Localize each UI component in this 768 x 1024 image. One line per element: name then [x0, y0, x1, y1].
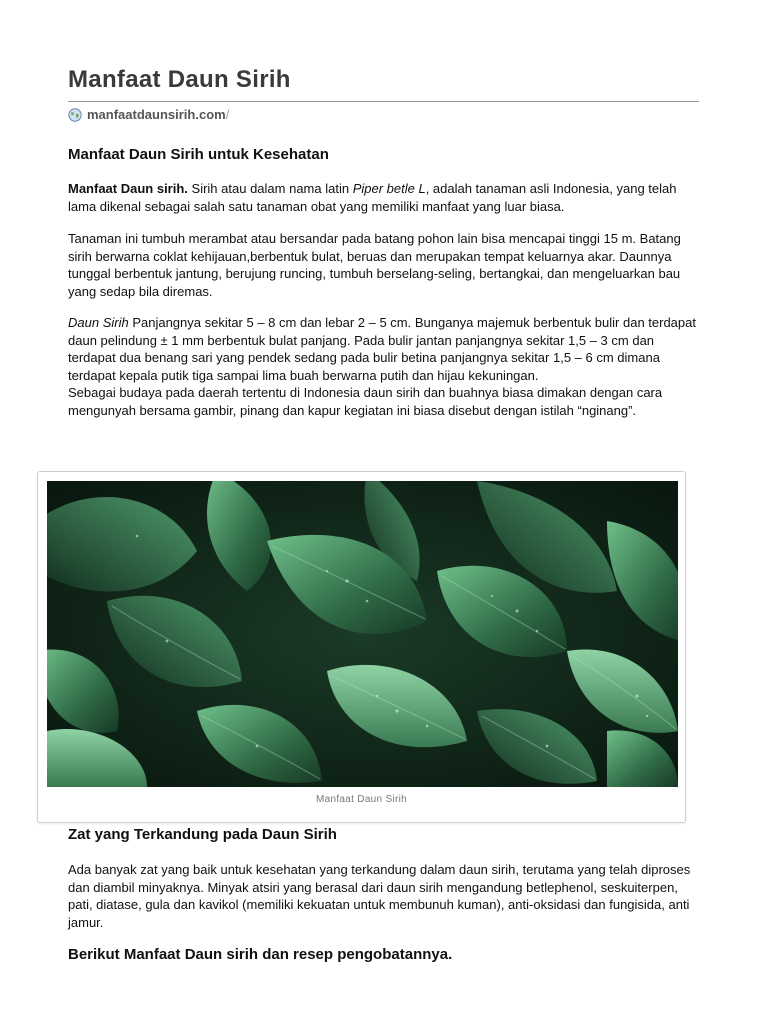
paragraph-leaf-size: [68, 314, 699, 420]
section-heading-benefits: Berikut Manfaat Daun sirih dan resep pengobatannya.: [68, 946, 453, 963]
leaf-size-lead: Daun Sirih: [68, 315, 129, 330]
source-line: [68, 107, 229, 122]
intro-text-a: Sirih atau dalam nama latin: [187, 181, 353, 196]
globe-icon: [68, 108, 82, 122]
photo-caption: Manfaat Daun Sirih: [315, 794, 407, 805]
photo-figure: [37, 471, 686, 823]
section-heading-health: Manfaat Daun Sirih untuk Kesehatan: [68, 146, 329, 163]
latin-name: Piper betle L: [352, 181, 426, 196]
paragraph-plant-description: Tanaman ini tumbuh merambat atau bersandar pada batang pohon lain bisa mencapai tinggi 15 m. Batang sirih berwarna coklat kehijauan,berbentuk bulat, beruas dan merupakan tempat keluarnya akar. Daunnya tunggal berbentuk jantung, berujung runcing, tumbuh berselang-seling, bertangkai, dan mengeluarkan bau yang sedap bila diremas.: [68, 231, 681, 299]
paragraph-intro: [68, 180, 699, 215]
intro-lead: Manfaat Daun sirih.: [68, 181, 188, 196]
paragraph-substances: Ada banyak zat yang baik untuk kesehatan yang terkandung dalam daun sirih, terutama yang telah diproses dan diambil minyaknya. Minyak atsiri yang berasal dari daun sirih mengandung betlephenol, seskuiterpen, pati, diatase, gula dan kavikol (memiliki kekuatan untuk membunuh kuman), anti-oksidasi dan fungisida, anti jamur.: [68, 862, 691, 930]
title-divider: [68, 101, 699, 102]
article-title: Manfaat Daun Sirih: [68, 66, 291, 93]
source-link[interactable]: manfaatdaunsirih.com: [87, 107, 226, 122]
betel-leaves-photo: [47, 481, 678, 787]
culture-text: Sebagai budaya pada daerah tertentu di Indonesia daun sirih dan buahnya biasa dimakan dengan cara mengunyah bersama gambir, pinang dan kapur kegiatan ini biasa disebut dengan istilah “nginang”.: [68, 385, 663, 418]
leaf-size-text: Panjangnya sekitar 5 – 8 cm dan lebar 2 – 5 cm. Bunganya majemuk berbentuk bulir dan terdapat daun pelindung ± 1 mm berbentuk bulat panjang. Pada bulir jantan panjangnya sekitar 1,5 – 3 cm dan terdapat dua benang sari yang pendek sedang pada bulir betina panjangnya sekitar 1,5 – 6 cm dimana terdapat kepala putik tiga sampai lima buah berwarna putih dan hijau kekuningan.: [68, 315, 696, 383]
section-heading-substances: Zat yang Terkandung pada Daun Sirih: [68, 826, 337, 843]
intro-text-b: , adalah tanaman asli Indonesia, yang telah lama dikenal sebagai salah satu tanaman obat yang memiliki manfaat yang luar biasa.: [68, 181, 677, 214]
source-link-suffix: /: [225, 107, 230, 122]
